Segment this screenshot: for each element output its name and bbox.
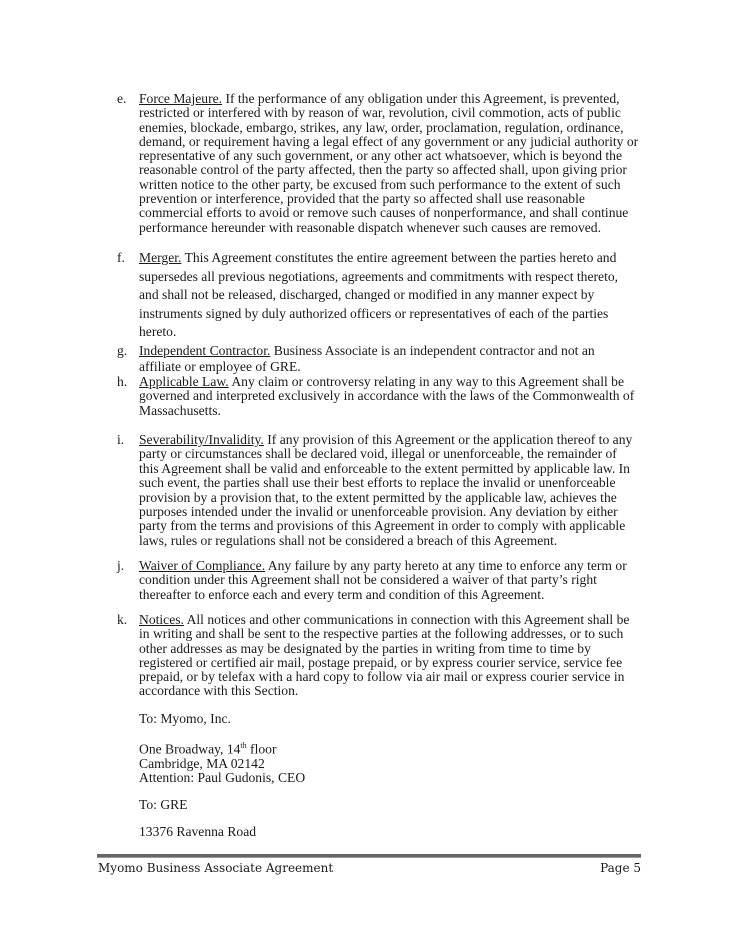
clause-line — [139, 573, 659, 587]
clause-heading: Force Majeure. — [139, 91, 223, 106]
clause-line — [139, 286, 659, 305]
clause-text: commercial efforts to avoid or remove such causes of nonperformance, and shall continue — [139, 205, 629, 221]
street-floor: floor — [246, 741, 277, 757]
clause-body — [139, 343, 659, 375]
clause-text: registered or certified air mail, postage prepaid, or by express courier service, service fee — [139, 654, 623, 670]
clause-line — [139, 588, 659, 602]
clause-line — [139, 92, 659, 106]
clause-line — [139, 178, 659, 192]
clause-body — [139, 613, 659, 699]
clause-heading: Applicable Law. — [139, 374, 229, 389]
clause-text: All notices and other communications in connection with this Agreement shall be — [183, 612, 630, 627]
clause-heading: Independent Contractor. — [139, 343, 271, 358]
clause-text: demand, or requirement having a legal effect of any government or any judicial authority or — [139, 133, 639, 149]
clause-text: provision by a provision that, to the extent permitted by the applicable law, achieves the — [139, 489, 617, 505]
clause-line — [139, 642, 659, 656]
clause-line — [139, 404, 659, 418]
clause-body — [139, 92, 659, 235]
clause-marker: g. — [117, 343, 128, 358]
clause-marker: f. — [117, 250, 125, 265]
clause-line — [139, 323, 659, 342]
clause-marker: j. — [117, 558, 125, 573]
clause-line — [139, 656, 659, 670]
clause-line — [139, 206, 659, 220]
clause-line — [139, 534, 659, 548]
clause-line — [139, 447, 659, 461]
clause-line — [139, 249, 659, 268]
clause-text: If any provision of this Agreement or the application thereof to any — [263, 432, 633, 447]
clause-line — [139, 670, 659, 684]
clause-text: Massachusetts. — [139, 402, 221, 418]
clause-text: this Agreement shall be valid and enforceable to the extent permitted by applicable law. In — [139, 460, 630, 476]
clause-body — [139, 375, 659, 418]
clause-line — [139, 684, 659, 698]
clause-text: party or circumstances shall be declared void, illegal or unenforceable, the remainder of — [139, 446, 617, 462]
clause-heading: Notices. — [139, 612, 184, 627]
clause-text: representative of any such government, or any other act whatsoever, which is beyond the — [139, 148, 623, 164]
clause-text: Any claim or controversy relating in any way to this Agreement shall be — [228, 374, 624, 389]
clause-text: Any failure by any party hereto at any time to enforce any term or — [265, 558, 627, 573]
clause-marker: h. — [117, 374, 128, 389]
clause-text: party from the terms and provisions of this Agreement in order to comply with applicable — [139, 518, 626, 534]
clause-text: performance hereunder with reasonable dispatch whenever such causes are removed. — [139, 219, 601, 235]
clause-text: If the performance of any obligation under this Agreement, is prevented, — [222, 91, 620, 106]
clause-heading: Waiver of Compliance. — [139, 558, 266, 573]
street-text: One Broadway, 14 — [139, 741, 241, 757]
clause-line — [139, 149, 659, 163]
clause-text: governed and interpreted exclusively in accordance with the laws of the Commonwealth of — [139, 388, 635, 404]
address-to-gre: To: GRE — [139, 797, 188, 812]
clause-body — [139, 559, 659, 602]
clause-line — [139, 505, 659, 519]
clause-line — [139, 106, 659, 120]
clause-line — [139, 359, 659, 375]
clause-marker: k. — [117, 612, 128, 627]
clause-heading: Merger. — [139, 250, 182, 265]
clause-text: written notice to the other party, be excused from such performance to the extent of such — [139, 176, 621, 192]
clause-line — [139, 613, 659, 627]
clause-text: enemies, blockade, embargo, strikes, any law, order, proclamation, regulation, ordinance, — [139, 119, 624, 135]
clause-line — [139, 343, 659, 359]
clause-line — [139, 221, 659, 235]
clause-body — [139, 249, 659, 342]
clause-line — [139, 559, 659, 573]
clause-line — [139, 433, 659, 447]
clause-text: accordance with this Section. — [139, 683, 299, 699]
clause-text: such event, the parties shall use their best efforts to replace the invalid or unenforceable — [139, 475, 616, 491]
clause-marker: e. — [117, 91, 127, 106]
footer-rule — [97, 854, 641, 858]
clause-text: instruments signed by duly authorized officers or representatives of each of the parties — [139, 305, 609, 321]
clause-marker: i. — [117, 432, 125, 447]
footer-page-number: Page 5 — [600, 861, 641, 875]
clause-text: Business Associate is an independent contractor and not an — [270, 343, 595, 358]
clause-line — [139, 121, 659, 135]
clause-line — [139, 476, 659, 490]
clause-line — [139, 519, 659, 533]
clause-text: condition under this Agreement shall not be considered a waiver of that party’s right — [139, 572, 597, 588]
clause-text: in writing and shall be sent to the respective parties at the following addresses, or to such — [139, 626, 624, 642]
clause-text: purposes intended under the invalid or unenforceable provision. Any deviation by either — [139, 504, 618, 520]
clause-text: thereafter to enforce each and every term and condition of this Agreement. — [139, 586, 545, 602]
footer-title: Myomo Business Associate Agreement — [98, 861, 334, 875]
address-to-myomo: To: Myomo, Inc. — [139, 711, 231, 726]
clause-text: restricted or interfered with by reason of war, revolution, civil commotion, acts of public — [139, 105, 621, 121]
clause-text: hereto. — [139, 324, 177, 340]
clause-text: laws, rules or regulations shall not be considered a breach of this Agreement. — [139, 532, 558, 548]
clause-heading: Severability/Invalidity. — [139, 432, 264, 447]
address-city: Cambridge, MA 02142 — [139, 756, 265, 771]
clause-line — [139, 462, 659, 476]
clause-line — [139, 192, 659, 206]
clause-text: supersedes all previous negotiations, agreements and commitments with respect thereto, — [139, 268, 619, 284]
address-gre-street: 13376 Ravenna Road — [139, 824, 257, 839]
clause-line — [139, 135, 659, 149]
clause-text: and shall not be released, discharged, changed or modified in any manner expect by — [139, 287, 595, 303]
clause-text: affiliate or employee of GRE. — [139, 359, 301, 374]
clause-text: prepaid, or by telefax with a hard copy to follow via air mail or express courier service in — [139, 669, 625, 685]
clause-line — [139, 627, 659, 641]
address-attention: Attention: Paul Gudonis, CEO — [139, 770, 306, 785]
clause-body — [139, 433, 659, 548]
clause-line — [139, 389, 659, 403]
clause-text: prevention or interference, provided that the party so affected shall use reasonable — [139, 191, 585, 207]
clause-line — [139, 163, 659, 177]
clause-text: reasonable control of the party affected, then the party so affected shall, upon giving prior — [139, 162, 627, 178]
clause-text: other addresses as may be designated by the parties in writing from time to time by — [139, 640, 591, 656]
street-ordinal: th — [240, 741, 247, 750]
clause-text: This Agreement constitutes the entire agreement between the parties hereto and — [181, 250, 617, 265]
clause-line — [139, 268, 659, 287]
clause-line — [139, 305, 659, 324]
clause-line — [139, 491, 659, 505]
clause-line — [139, 375, 659, 389]
